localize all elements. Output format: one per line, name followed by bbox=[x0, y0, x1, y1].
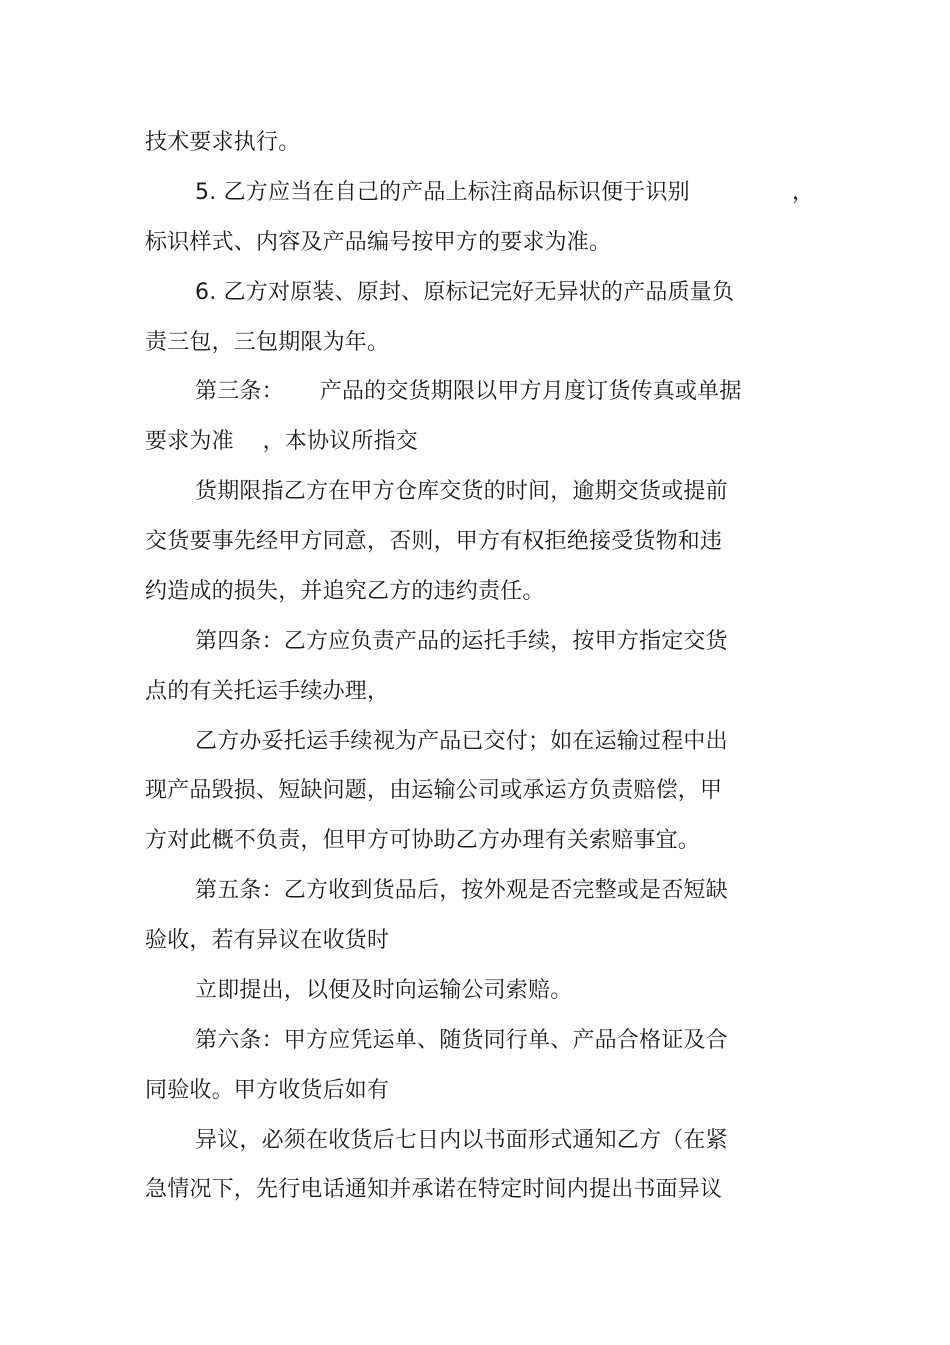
text-line: 急情况下，先行电话通知并承诺在特定时间内提出书面异议 bbox=[145, 1177, 723, 1202]
text-line: 方对此概不负责，但甲方可协助乙方办理有关索赔事宜。 bbox=[145, 828, 701, 853]
text-line: 6. 乙方对原装、原封、原标记完好无异状的产品质量负 bbox=[195, 280, 735, 305]
text-line: 异议，必须在收货后七日内以书面形式通知乙方（在紧 bbox=[195, 1128, 728, 1153]
text-line: 技术要求执行。 bbox=[145, 130, 301, 155]
text-line: 5. 乙方应当在自己的产品上标注商品标识便于识别 bbox=[195, 180, 690, 205]
text-line: 第三条： 产品的交货期限以甲方月度订货传真或单据 bbox=[195, 379, 742, 404]
text-line: 乙方办妥托运手续视为产品已交付；如在运输过程中出 bbox=[195, 729, 728, 754]
text-line: 同验收。甲方收货后如有 bbox=[145, 1078, 390, 1103]
text-line: 交货要事先经甲方同意，否则，甲方有权拒绝接受货物和违 bbox=[145, 529, 723, 554]
text-line: 货期限指乙方在甲方仓库交货的时间，逾期交货或提前 bbox=[195, 479, 728, 504]
text-line: 责三包，三包期限为年。 bbox=[145, 330, 390, 355]
text-line: 第六条：甲方应凭运单、随货同行单、产品合格证及合 bbox=[195, 1028, 728, 1053]
text-line: 立即提出，以便及时向运输公司索赔。 bbox=[195, 978, 573, 1003]
text-line: ， bbox=[792, 180, 815, 205]
text-line: 约造成的损失，并追究乙方的违约责任。 bbox=[145, 579, 545, 604]
text-line: 现产品毁损、短缺问题，由运输公司或承运方负责赔偿，甲 bbox=[145, 778, 723, 803]
text-line: 点的有关托运手续办理， bbox=[145, 679, 390, 704]
text-line: 要求为准 ，本协议所指交 bbox=[145, 429, 418, 454]
text-line: 第四条：乙方应负责产品的运托手续，按甲方指定交货 bbox=[195, 629, 728, 654]
text-line: 标识样式、内容及产品编号按甲方的要求为准。 bbox=[145, 230, 612, 255]
text-line: 第五条：乙方收到货品后，按外观是否完整或是否短缺 bbox=[195, 878, 728, 903]
text-line: 验收，若有异议在收货时 bbox=[145, 928, 390, 953]
